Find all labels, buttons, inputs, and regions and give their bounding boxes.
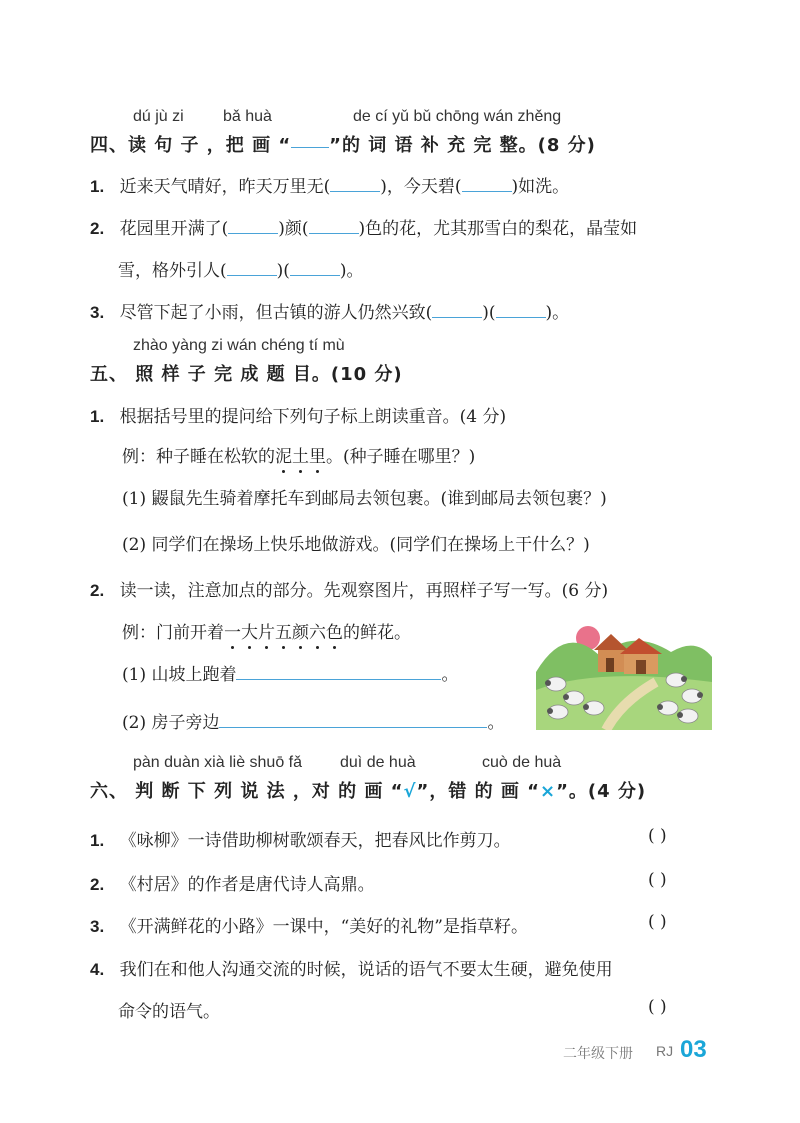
item-number: 1. <box>90 407 105 426</box>
answer-blank[interactable] <box>496 317 546 318</box>
pinyin-buchong: de cí yǔ bǔ chōng wán zhěng <box>353 108 562 125</box>
s5-q1-sub2[interactable]: (2) 同学们在操场上快乐地做游戏。(同学们在操场上干什么？) <box>122 535 590 555</box>
judge-answer-box[interactable]: ( ) <box>648 870 667 890</box>
item-text: 近来天气晴好，昨天万里无( <box>119 177 331 197</box>
item-text: 《村居》的作者是唐代诗人高鼎。 <box>119 875 375 895</box>
pinyin-panduan: pàn duàn xià liè shuō fǎ <box>133 754 303 771</box>
answer-blank[interactable] <box>309 233 359 234</box>
section6-title-c: ”。(4 分) <box>556 781 647 802</box>
item-text: 雪，格外引人( <box>118 261 227 281</box>
item-text: )( <box>482 303 496 323</box>
example-text: 。(种子睡在哪里？) <box>326 447 476 467</box>
s5-q1 <box>90 402 506 427</box>
section4-title-c: 。(8 分) <box>518 135 596 156</box>
judge-answer-box[interactable]: ( ) <box>648 826 667 846</box>
item-number: 4. <box>90 960 105 979</box>
item-text: 读一读，注意加点的部分。先观察图片，再照样子写一写。(6 分) <box>119 581 609 601</box>
item-text: 花园里开满了( <box>119 219 229 239</box>
section4-title <box>90 131 596 157</box>
section5-title <box>90 360 403 386</box>
s6-item-1 <box>90 826 511 851</box>
answer-blank[interactable] <box>290 275 340 276</box>
pinyin-dujuzi: dú jù zi <box>133 108 184 125</box>
dotted-char: 里 <box>309 442 326 467</box>
edition-label: RJ <box>656 1043 674 1059</box>
item-text: 我们在和他人沟通交流的时候，说话的语气不要太生硬，避免使用 <box>119 960 613 980</box>
s5-q2-example <box>122 618 411 643</box>
answer-blank[interactable] <box>227 275 277 276</box>
item-number: 1. <box>90 831 105 850</box>
sub-text: (2) 房子旁边 <box>122 713 220 733</box>
item-text: 《咏柳》一诗借助柳树歌颂春天，把春风比作剪刀。 <box>119 831 511 851</box>
section6-title-b: ”，错 的 画 “ <box>416 781 540 802</box>
judge-answer-box[interactable]: ( ) <box>648 912 667 932</box>
section6-title <box>90 777 646 803</box>
item-text: )。 <box>339 261 364 281</box>
answer-blank[interactable] <box>228 233 278 234</box>
answer-blank[interactable] <box>330 191 380 192</box>
item-text: )，今天碧( <box>380 177 462 197</box>
s4-item-2-line2 <box>118 256 364 281</box>
sub-text: (1) 山坡上跑着 <box>122 665 237 685</box>
section5-score: 。(10 分) <box>311 364 403 385</box>
s6-item-3 <box>90 912 528 937</box>
section5-title-text: 五、 照 样 子 完 成 题 目 <box>90 364 312 385</box>
item-number: 1. <box>90 177 105 196</box>
page-number: 03 <box>680 1036 707 1063</box>
dotted-char: 片 <box>258 618 275 643</box>
dotted-char: 颜 <box>292 618 309 643</box>
s5-q2-sub1 <box>122 660 458 685</box>
judge-answer-box[interactable]: ( ) <box>648 997 667 1017</box>
sub-text-end: 。 <box>441 665 459 685</box>
item-text: )如洗。 <box>511 177 570 197</box>
item-text: )颜( <box>278 219 309 239</box>
s5-q2 <box>90 576 608 601</box>
section4-title-b: ”的 词 语 补 充 完 整 <box>329 135 519 156</box>
pinyin-cuodehua: cuò de huà <box>482 754 562 771</box>
example-text: 的鲜花。 <box>343 623 411 643</box>
item-text: )。 <box>545 303 570 323</box>
s4-item-2 <box>90 214 637 239</box>
sheep-farm-illustration <box>536 612 712 730</box>
cross-mark-icon: × <box>539 781 557 802</box>
example-text: 例：门前开着 <box>122 623 224 643</box>
item-text: )色的花，尤其那雪白的梨花，晶莹如 <box>358 219 638 239</box>
s4-item-1 <box>90 172 569 197</box>
dotted-char: 大 <box>241 618 258 643</box>
item-number: 2. <box>90 581 105 600</box>
pinyin-bahua: bǎ huà <box>223 108 272 125</box>
section6-title-a: 六、 判 断 下 列 说 法 ，对 的 画 “ <box>90 781 404 802</box>
write-line[interactable] <box>236 679 441 680</box>
dotted-char: 色 <box>326 618 343 643</box>
dotted-char: 六 <box>309 618 326 643</box>
dotted-char: 一 <box>224 618 241 643</box>
pinyin-duidehua: duì de huà <box>340 754 416 771</box>
item-number: 3. <box>90 917 105 936</box>
title-blank-line <box>291 147 329 148</box>
s6-item-4 <box>90 955 613 980</box>
s6-item-2 <box>90 870 375 895</box>
s5-q1-sub1[interactable]: (1) 鼹鼠先生骑着摩托车到邮局去领包裹。(谁到邮局去领包裹？) <box>122 489 607 509</box>
dotted-char: 五 <box>275 618 292 643</box>
sub-text-end: 。 <box>487 713 505 733</box>
item-text: 《开满鲜花的小路》一课中，“美好的礼物”是指草籽。 <box>119 917 528 937</box>
write-line[interactable] <box>219 727 487 728</box>
section4-title-a: 四、读 句 子 ，把 画 “ <box>90 135 292 156</box>
example-text: 例：种子睡在松软的 <box>122 447 275 467</box>
s4-item-3 <box>90 298 569 323</box>
item-number: 2. <box>90 219 105 238</box>
item-text: 尽管下起了小雨，但古镇的游人仍然兴致( <box>119 303 433 323</box>
item-text: 根据括号里的提问给下列句子标上朗读重音。(4 分) <box>119 407 507 427</box>
item-number: 2. <box>90 875 105 894</box>
grade-label: 二年级下册 <box>563 1045 633 1061</box>
s5-q1-example <box>122 442 475 467</box>
pinyin-zhaoyang: zhào yàng zi wán chéng tí mù <box>133 337 345 354</box>
answer-blank[interactable] <box>462 191 512 192</box>
item-text: )( <box>276 261 290 281</box>
s5-q2-sub2 <box>122 708 504 733</box>
check-mark-icon: √ <box>403 781 417 802</box>
dotted-char: 泥 <box>275 442 292 467</box>
s6-item-4-line2: 命令的语气。 <box>118 1002 220 1022</box>
item-number: 3. <box>90 303 105 322</box>
dotted-char: 土 <box>292 442 309 467</box>
answer-blank[interactable] <box>432 317 482 318</box>
